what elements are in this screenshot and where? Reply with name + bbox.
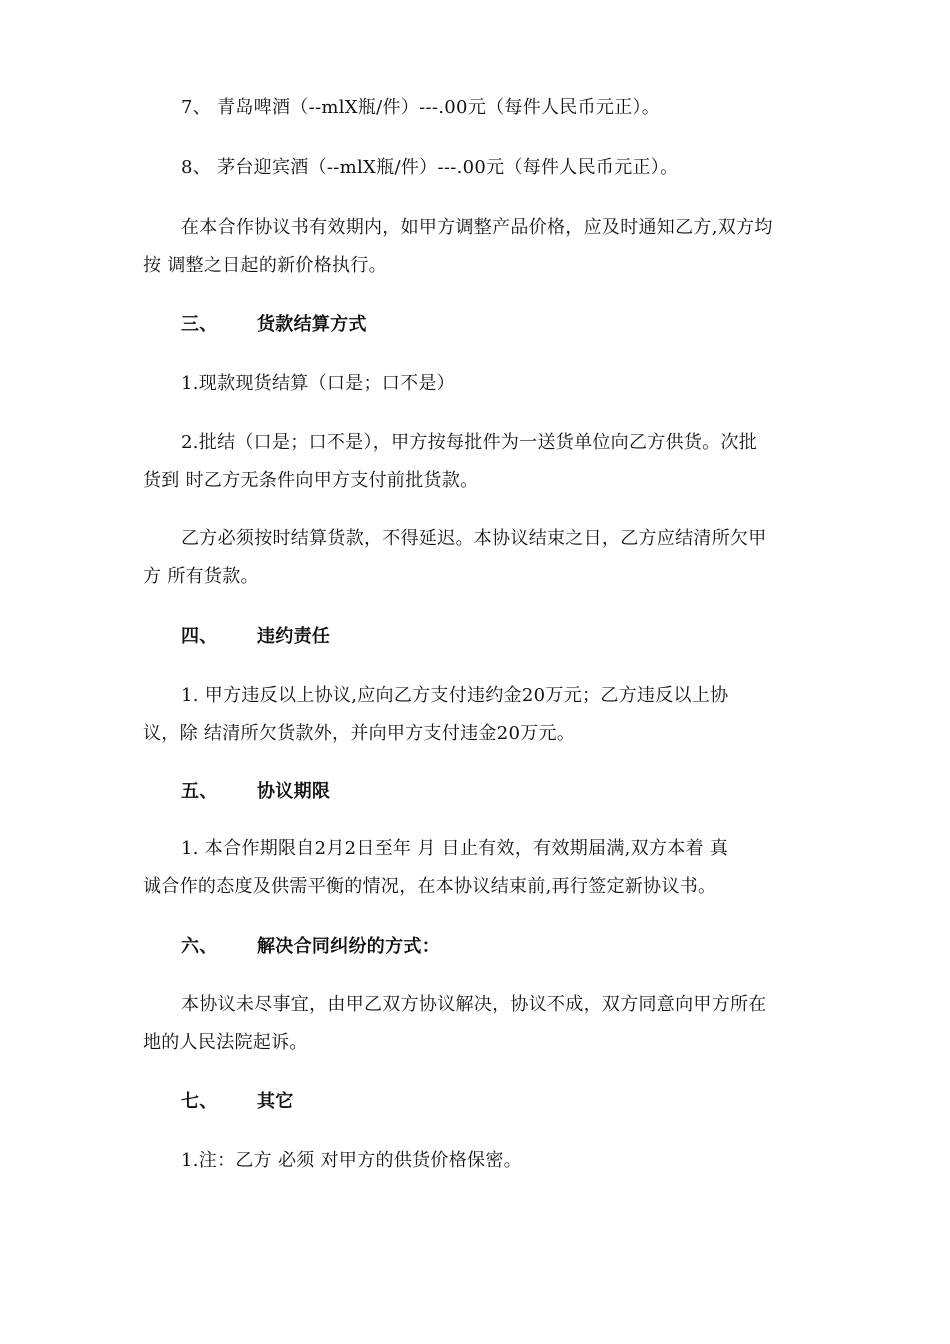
section-3-para-3-line-1: 乙方必须按时结算货款，不得延迟。本协议结束之日，乙方应结清所欠甲 xyxy=(181,528,767,549)
section-7-para-1: 1.注：乙方 必须 对甲方的供货价格保密。 xyxy=(181,1150,522,1171)
section-4-number: 四、 xyxy=(181,626,218,647)
section-3-title: 货款结算方式 xyxy=(257,314,367,335)
section-5-number: 五、 xyxy=(181,781,218,802)
section-4-heading xyxy=(181,626,330,648)
section-6-para-1-line-1: 本协议未尽事宜，由甲乙双方协议解决，协议不成，双方同意向甲方所在 xyxy=(181,994,767,1015)
section-6-number: 六、 xyxy=(181,936,218,957)
section-5-title: 协议期限 xyxy=(257,781,331,802)
section-6-heading xyxy=(181,936,440,958)
price-item-7: 7、 青岛啤酒（--mlX瓶/件）---.00元（每件人民币元正）。 xyxy=(181,97,661,118)
section-7-heading xyxy=(181,1091,294,1113)
section-4-para-1-line-1: 1. 甲方违反以上协议,应向乙方支付违约金20万元；乙方违反以上协 xyxy=(181,685,729,706)
section-3-para-3-line-2: 方 所有货款。 xyxy=(143,566,259,587)
price-item-8: 8、 茅台迎宾酒（--mlX瓶/件）---.00元（每件人民币元正）。 xyxy=(181,157,679,178)
section-6-para-1-line-2: 地的人民法院起诉。 xyxy=(143,1032,308,1053)
section-3-para-1: 1.现款现货结算（口是；口不是） xyxy=(181,373,455,394)
section-7-title: 其它 xyxy=(257,1091,294,1112)
section-7-number: 七、 xyxy=(181,1091,218,1112)
section-5-para-1-line-1: 1. 本合作期限自2月2日至年 月 日止有效，有效期届满,双方本着 真 xyxy=(181,838,729,859)
section-4-title: 违约责任 xyxy=(257,626,331,647)
section-3-para-2-line-2: 货到 时乙方无条件向甲方支付前批货款。 xyxy=(143,470,479,491)
section-5-para-1-line-2: 诚合作的态度及供需平衡的情况，在本协议结束前,再行签定新协议书。 xyxy=(143,876,717,897)
section-5-heading xyxy=(181,781,330,803)
section-3-heading xyxy=(181,314,367,336)
section-3-number: 三、 xyxy=(181,314,218,335)
section-6-title: 解决合同纠纷的方式： xyxy=(257,936,440,957)
price-adjust-line-2: 按 调整之日起的新价格执行。 xyxy=(143,255,387,276)
section-3-para-2-line-1: 2.批结（口是；口不是），甲方按每批件为一送货单位向乙方供货。次批 xyxy=(181,432,758,453)
section-4-para-1-line-2: 议，除 结清所欠货款外，并向甲方支付违金20万元。 xyxy=(143,723,576,744)
price-adjust-line-1: 在本合作协议书有效期内，如甲方调整产品价格，应及时通知乙方,双方均 xyxy=(181,217,773,238)
